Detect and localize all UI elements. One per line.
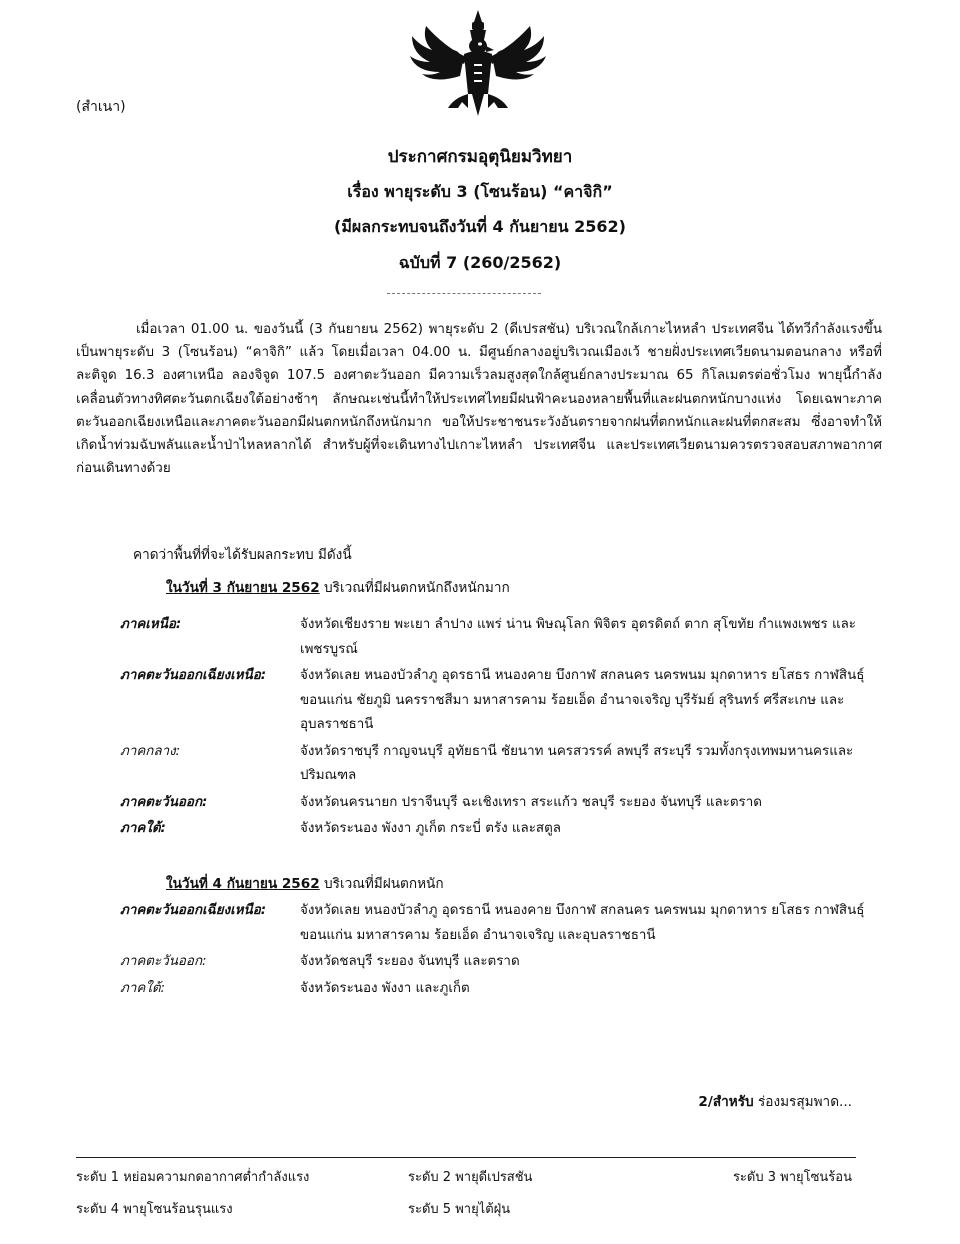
header-divider bbox=[387, 293, 541, 294]
region-name: ภาคใต้: bbox=[120, 821, 166, 836]
legend-level-2: ระดับ 2 พายุดีเปรสชัน bbox=[408, 1170, 533, 1185]
region-row bbox=[120, 791, 890, 816]
region-provinces: จังหวัดระนอง พังงา ภูเก็ต กระบี่ ตรัง และสตูล bbox=[300, 821, 561, 836]
region-provinces: จังหวัดชลบุรี ระยอง จันทบุรี และตราด bbox=[300, 954, 520, 969]
region-provinces: จังหวัดเชียงราย พะเยา ลำปาง แพร่ น่าน พิษณุโลก พิจิตร อุตรดิตถ์ ตาก สุโขทัย กำแพงเพชร และเพชรบูรณ์ bbox=[300, 617, 856, 657]
region-row bbox=[120, 817, 890, 842]
legend-level-1: ระดับ 1 หย่อมความกดอากาศต่ำกำลังแรง bbox=[76, 1170, 310, 1185]
garuda-emblem-icon bbox=[398, 8, 558, 120]
region-provinces: จังหวัดนครนายก ปราจีนบุรี ฉะเชิงเทรา สระแก้ว ชลบุรี ระยอง จันทบุรี และตราด bbox=[300, 794, 762, 810]
region-provinces: จังหวัดระนอง พังงา และภูเก็ต bbox=[300, 980, 470, 996]
region-provinces: จังหวัดเลย หนองบัวลำภู อุดรธานี หนองคาย บึงกาฬ สกลนคร นครพนม มุกดาหาร ยโสธร กาฬสินธุ์ ขอนแก่น ชัยภูมิ นครราชสีมา มหาสารคาม ร้อยเอ็ด อำนาจเจริญ บุรีรัมย์ สุรินทร์ ศรีสะเกษ และอุบลราชธานี bbox=[300, 668, 865, 732]
region-name: ภาคกลาง: bbox=[120, 743, 181, 759]
region-row bbox=[120, 899, 890, 948]
legend-level-5: ระดับ 5 พายุไต้ฝุ่น bbox=[408, 1202, 511, 1217]
issue-number: ฉบับที่ 7 (260/2562) bbox=[398, 253, 562, 272]
body-text: เมื่อเวลา 01.00 น. ของวันนี้ (3 กันยายน 2562) พายุระดับ 2 (ดีเปรสชัน) บริเวณใกล้เกาะไหหลำ ประเทศจีน ได้ทวีกำลังแรงขึ้นเป็นพายุระดับ 3 (โซนร้อน) “คาจิกิ” แล้ว โดยเมื่อเวลา 04.00 น. มีศูนย์กลางอยู่บริเวณเมืองเว้ ชายฝั่งประเทศเวียดนามตอนกลาง หรือที่ ละติจูด 16.3 องศาเหนือ ลองจิจูด 107.5 องศาตะวันออก มีความเร็วลมสูงสุดใกล้ศูนย์กลางประมาณ 65 กิโลเมตรต่อชั่วโมง พายุนี้กำลังเคลื่อนตัวทางทิศตะวันตกเฉียงใต้อย่างช้าๆ ลักษณะเช่นนี้ทำให้ประเทศไทยมีฝนฟ้าคะนองหลายพื้นที่และฝนตกหนักบางแห่ง โดยเฉพาะภาคตะวันออกเฉียงเหนือและภาคตะวันออกมีฝนตกหนักถึงหนักมาก ขอให้ประชาชนระวังอันตรายจากฝนที่ตกหนักและฝนที่ตกสะสม ซึ่งอาจทำให้เกิดน้ำท่วมฉับพลันและน้ำป่าไหลหลากได้ สำหรับผู้ที่จะเดินทางไปเกาะไหหลำ ประเทศจีน และประเทศเวียดนามควรตรวจสอบสภาพอากาศก่อนเดินทางด้วย bbox=[76, 322, 882, 477]
legend-level-3: ระดับ 3 พายุโซนร้อน bbox=[732, 1170, 852, 1185]
region-name: ภาคตะวันออก: bbox=[120, 954, 207, 969]
day1-description: บริเวณที่มีฝนตกหนักถึงหนักมาก bbox=[319, 580, 510, 596]
region-name: ภาคเหนือ: bbox=[120, 617, 182, 632]
copy-label: (สำเนา) bbox=[76, 99, 126, 115]
region-provinces: จังหวัดราชบุรี กาญจนบุรี อุทัยธานี ชัยนาท นครสวรรค์ ลพบุรี สระบุรี รวมทั้งกรุงเทพมหานครและปริมณฑล bbox=[300, 743, 854, 783]
region-name: ภาคตะวันออก: bbox=[120, 794, 208, 810]
day2-date: ในวันที่ 4 กันยายน 2562 bbox=[166, 876, 320, 892]
region-row bbox=[120, 977, 890, 1002]
day2-heading bbox=[166, 872, 444, 894]
region-name: ภาคตะวันออกเฉียงเหนือ: bbox=[120, 668, 267, 683]
legend-level-4: ระดับ 4 พายุโซนร้อนรุนแรง bbox=[76, 1202, 233, 1217]
region-row bbox=[120, 664, 890, 738]
region-row bbox=[120, 740, 890, 789]
body-paragraph bbox=[76, 318, 882, 480]
announcement-subject: เรื่อง พายุระดับ 3 (โซนร้อน) “คาจิกิ” bbox=[347, 182, 613, 201]
day1-date: ในวันที่ 3 กันยายน 2562 bbox=[166, 580, 320, 596]
footer-divider bbox=[76, 1157, 856, 1158]
day1-heading bbox=[166, 576, 510, 598]
effective-period: (มีผลกระทบจนถึงวันที่ 4 กันยายน 2562) bbox=[334, 217, 626, 236]
affected-areas-intro: คาดว่าพื้นที่ที่จะได้รับผลกระทบ มีดังนี้ bbox=[133, 547, 352, 563]
region-row bbox=[120, 613, 890, 662]
day1-regions bbox=[120, 613, 890, 842]
region-row bbox=[120, 950, 890, 975]
day2-regions bbox=[120, 899, 890, 1001]
region-name: ภาคตะวันออกเฉียงเหนือ: bbox=[120, 903, 267, 918]
announcement-title: ประกาศกรมอุตุนิยมวิทยา bbox=[387, 147, 573, 167]
region-name: ภาคใต้: bbox=[120, 980, 166, 996]
continuation-rest: ร่องมรสุมพาด... bbox=[753, 1094, 852, 1110]
continuation-bold: 2/สำหรับ bbox=[698, 1094, 754, 1110]
continuation-note bbox=[698, 1090, 852, 1112]
day2-description: บริเวณที่มีฝนตกหนัก bbox=[319, 876, 444, 892]
region-provinces: จังหวัดเลย หนองบัวลำภู อุดรธานี หนองคาย บึงกาฬ สกลนคร นครพนม มุกดาหาร ยโสธร กาฬสินธุ์ ขอนแก่น มหาสารคาม ร้อยเอ็ด อำนาจเจริญ และอุบลราชธานี bbox=[300, 903, 865, 943]
